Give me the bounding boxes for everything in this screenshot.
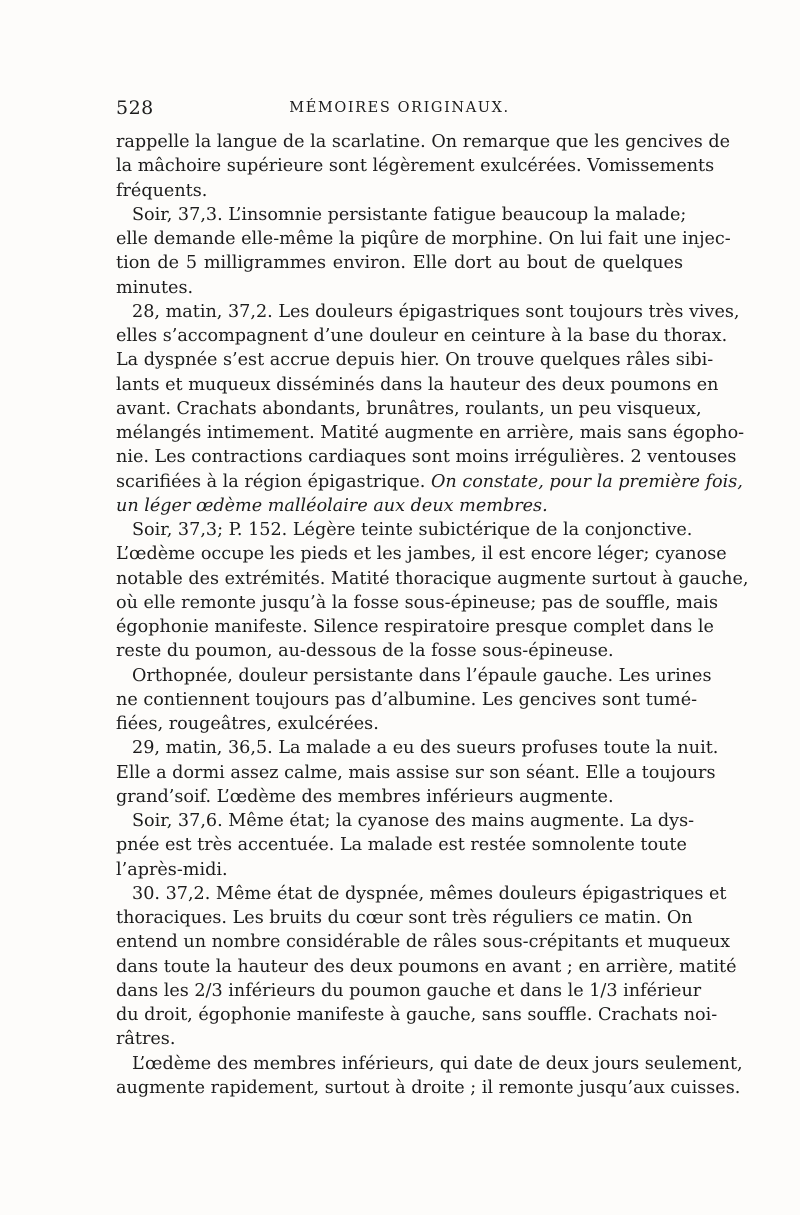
text-line-content: thoraciques. Les bruits du cœur sont très réguliers ce matin. On	[116, 908, 693, 928]
text-line-content: dans toute la hauteur des deux poumons en avant ; en arrière, matité	[116, 956, 737, 977]
text-line-content: mélangés intimement. Matité augmente en arrière, mais sans égopho-	[116, 423, 745, 443]
text-line-content: Soir, 37,3. L’insomnie persistante fatigue beaucoup la malade;	[132, 204, 687, 225]
text-line	[116, 1003, 718, 1027]
text-line-content: du droit, égophonie manifeste à gauche, sans souffle. Crachats noi-	[116, 1005, 718, 1025]
text-line	[116, 518, 693, 542]
text-line	[116, 955, 737, 979]
text-line	[116, 445, 737, 469]
text-line-content: Soir, 37,3; P. 152. Légère teinte subictérique de la conjonctive.	[132, 520, 693, 540]
text-line	[116, 567, 749, 591]
text-line-content: pnée est très accentuée. La malade est restée somnolente toute	[116, 835, 687, 856]
text-line-content: L’œdème occupe les pieds et les jambes, il est encore léger; cyanose	[116, 544, 727, 565]
text-line	[116, 688, 698, 712]
text-line	[116, 470, 743, 494]
text-line	[116, 906, 693, 930]
text-line-content: La dyspnée s’est accrue depuis hier. On trouve quelques râles sibi-	[116, 350, 714, 371]
text-line-content: l’après-midi.	[116, 859, 228, 880]
text-line	[116, 276, 683, 300]
italic-text: un léger œdème malléolaire aux deux membres.	[116, 495, 548, 516]
text-line	[116, 251, 683, 275]
text-line	[116, 203, 687, 227]
text-line-content: grand’soif. L’œdème des membres inférieurs augmente.	[116, 786, 614, 807]
text-line-content: scarifiées à la région épigastrique.	[116, 471, 426, 492]
text-line-content: tion de 5 milligrammes environ. Elle dort au bout de quelques	[116, 253, 683, 274]
text-line-content: Orthopnée, douleur persistante dans l’épaule gauche. Les urines	[132, 665, 712, 686]
text-line	[116, 1052, 743, 1076]
text-line	[116, 833, 687, 857]
page-number: 528	[116, 97, 154, 119]
text-line	[116, 300, 740, 324]
text-line	[116, 930, 731, 954]
text-line	[116, 979, 702, 1003]
text-line-content: elle demande elle-même la piqûre de morphine. On lui fait une injec-	[116, 229, 731, 249]
italic-text: On constate, pour la première fois,	[431, 471, 743, 492]
text-line	[116, 736, 719, 760]
text-line-content: L’œdème des membres inférieurs, qui date de deux jours seulement,	[132, 1053, 743, 1074]
text-line	[116, 421, 745, 445]
text-line-content: Soir, 37,6. Même état; la cyanose des mains augmente. La dys-	[132, 811, 695, 831]
text-line	[116, 348, 714, 372]
text-line	[116, 712, 683, 736]
text-line-content: reste du poumon, au-dessous de la fosse sous-épineuse.	[116, 641, 614, 662]
text-line	[116, 809, 695, 833]
text-line-content: 28, matin, 37,2. Les douleurs épigastriques sont toujours très vives,	[132, 301, 740, 322]
text-line	[116, 179, 683, 203]
text-line-content: égophonie manifeste. Silence respiratoire presque complet dans le	[116, 617, 714, 637]
text-line	[116, 615, 714, 639]
text-line	[116, 858, 683, 882]
text-line	[116, 882, 727, 906]
text-line-content: entend un nombre considérable de râles sous-crépitants et muqueux	[116, 932, 731, 953]
running-title: MÉMOIRES ORIGINAUX.	[289, 100, 510, 116]
text-line-content: la mâchoire supérieure sont légèrement exulcérées. Vomissements	[116, 156, 715, 177]
text-line	[116, 397, 702, 421]
text-line-content: 29, matin, 36,5. La malade a eu des sueurs profuses toute la nuit.	[132, 738, 719, 759]
text-line	[116, 154, 715, 178]
page-header	[116, 97, 683, 121]
text-line	[116, 785, 683, 809]
text-line-content: lants et muqueux disséminés dans la hauteur des deux poumons en	[116, 374, 719, 395]
text-line	[116, 227, 731, 251]
text-line-content: ne contiennent toujours pas d’albumine. Les gencives sont tumé-	[116, 689, 698, 710]
text-line-content: râtres.	[116, 1029, 176, 1050]
text-line-content: notable des extrémités. Matité thoracique augmente surtout à gauche,	[116, 568, 749, 589]
text-line	[116, 494, 683, 518]
body-text	[116, 130, 749, 1100]
text-line-content: minutes.	[116, 277, 194, 298]
text-line	[116, 130, 731, 154]
text-line	[116, 324, 728, 348]
text-line	[116, 591, 719, 615]
text-line-content: dans les 2/3 inférieurs du poumon gauche et dans le 1/3 inférieur	[116, 980, 702, 1001]
text-line-content: Elle a dormi assez calme, mais assise sur son séant. Elle a toujours	[116, 762, 716, 783]
text-line	[116, 761, 716, 785]
text-line-content: 30. 37,2. Même état de dyspnée, mêmes douleurs épigastriques et	[132, 883, 727, 904]
text-line-content: fiées, rougeâtres, exulcérées.	[116, 714, 379, 734]
text-line-content: nie. Les contractions cardiaques sont moins irrégulières. 2 ventouses	[116, 447, 737, 468]
text-line	[116, 1076, 741, 1100]
text-line-content: augmente rapidement, surtout à droite ; il remonte jusqu’aux cuisses.	[116, 1077, 741, 1098]
text-line-content: elles s’accompagnent d’une douleur en ceinture à la base du thorax.	[116, 326, 728, 346]
text-line	[116, 1027, 683, 1051]
text-line	[116, 542, 727, 566]
text-line-content: où elle remonte jusqu’à la fosse sous-épineuse; pas de souffle, mais	[116, 592, 719, 613]
text-line-content: avant. Crachats abondants, brunâtres, roulants, un peu visqueux,	[116, 398, 702, 419]
text-line-content: rappelle la langue de la scarlatine. On remarque que les gencives de	[116, 132, 731, 152]
text-line	[116, 373, 719, 397]
text-line	[116, 639, 683, 663]
text-line-content: fréquents.	[116, 180, 208, 201]
text-line	[116, 664, 712, 688]
